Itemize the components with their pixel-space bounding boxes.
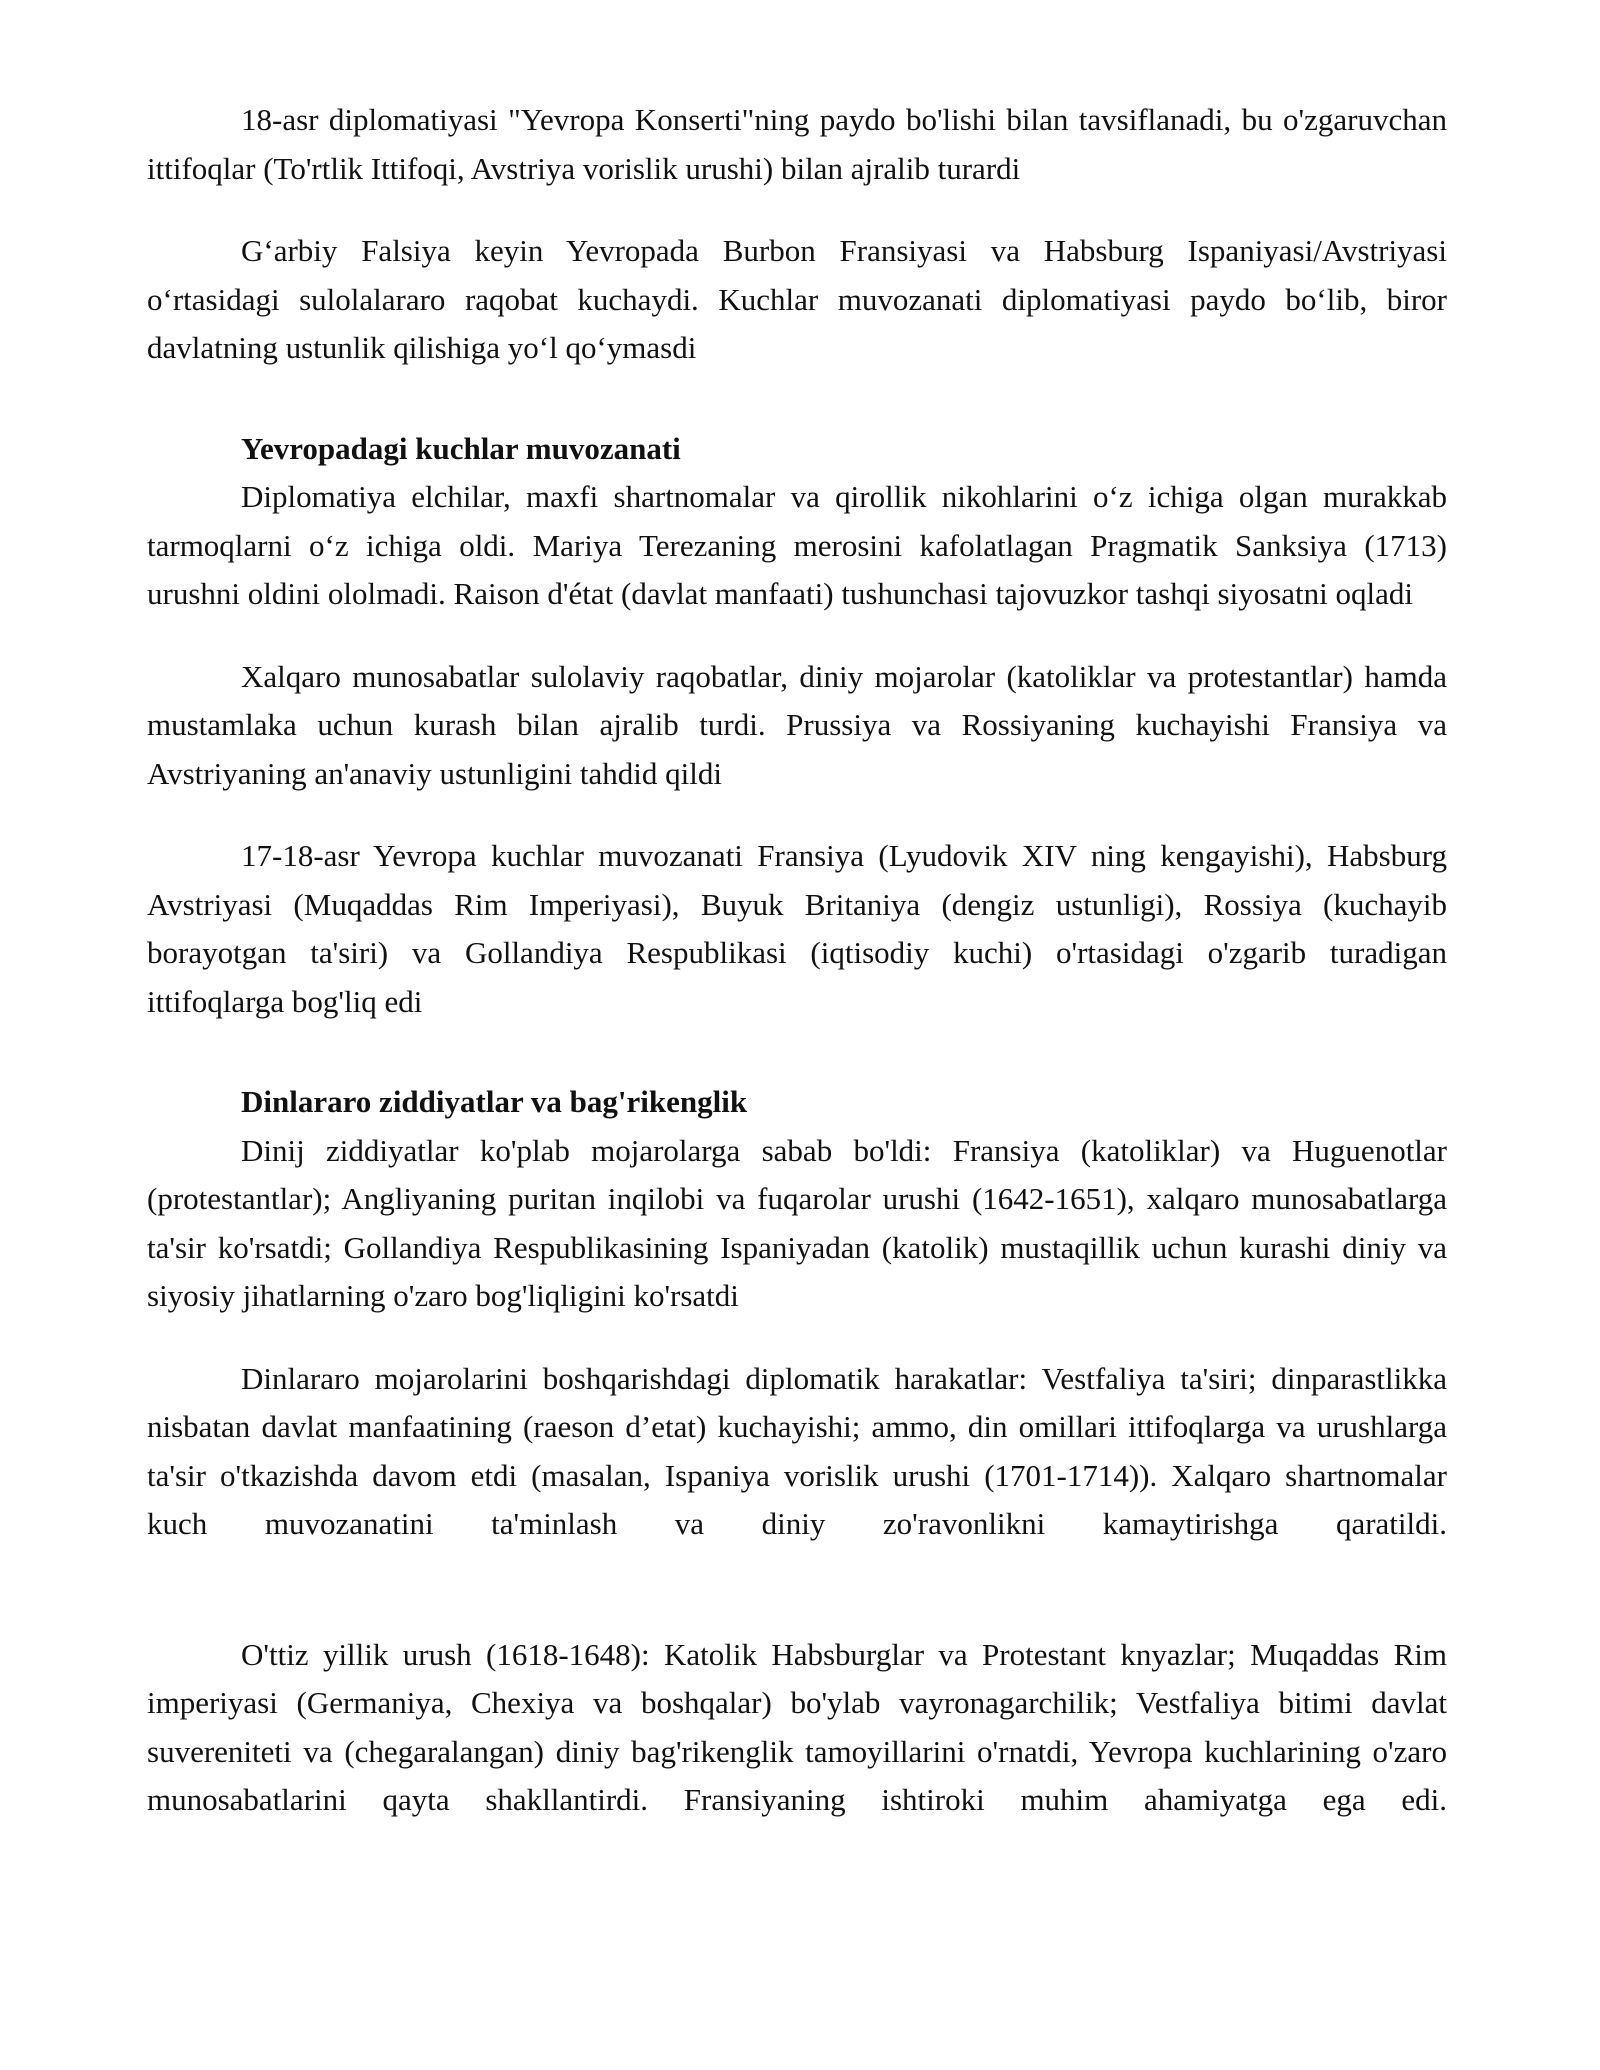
paragraph-european-concert: 18-asr diplomatiyasi "Yevropa Konserti"ning paydo bo'lishi bilan tavsiflanadi, bu o'zgaruvchan ittifoqlar (To'rtlik Ittifoqi, Avstriya vorislik urushi) bilan ajralib turardi — [147, 102, 1447, 186]
paragraph-religious-conflicts: Dinij ziddiyatlar ko'plab mojarolarga sabab bo'ldi: Fransiya (katoliklar) va Huguenotlar (protestantlar); Angliyaning puritan inqilobi va fuqarolar urushi (1642-1651), xalqaro munosabatlarga ta'sir ko'rsatdi; Gollandiya Respublikasining Ispaniyadan (katolik) mustaqillik uchun kurashi diniy va siyosiy jihatlarning o'zaro bog'liqligini ko'rsatdi — [147, 1132, 1447, 1313]
heading-balance-of-power: Yevropadagi kuchlar muvozanati — [241, 430, 681, 466]
document-page — [147, 96, 1447, 1825]
paragraph-diplomatic-efforts: Dinlararo mojarolarini boshqarishdagi diplomatik harakatlar: Vestfaliya ta'siri; dinparastlikka nisbatan davlat manfaatining (raeson d’etat) kuchayishi; ammo, din omillari ittifoqlarga va urushlarga ta'sir o'tkazishda davom etdi (masalan, Ispaniya vorislik urushi (1701-1714)). Xalqaro shartnomalar kuch muvozanatini ta'minlash va diniy zo'ravonlikni kamaytirishga qaratildi. — [147, 1360, 1447, 1541]
paragraph-international-relations: Xalqaro munosabatlar sulolaviy raqobatlar, diniy mojarolar (katoliklar va protestantlar) hamda mustamlaka uchun kurash bilan ajralib turdi. Prussiya va Rossiyaning kuchayishi Fransiya va Avstriyaning an'anaviy ustunligini tahdid qildi — [147, 658, 1447, 791]
heading-religious-conflicts: Dinlararo ziddiyatlar va bag'rikenglik — [241, 1084, 748, 1119]
paragraph-diplomacy-networks: Diplomatiya elchilar, maxfi shartnomalar va qirollik nikohlarini o‘z ichiga olgan murakkab tarmoqlarni o‘z ichiga oldi. Mariya Terezaning merosini kafolatlagan Pragmatik Sanksiya (1713) urushni oldini ololmadi. Raison d'état (davlat manfaati) tushunchasi tajovuzkor tashqi siyosatni oqladi — [147, 479, 1447, 611]
paragraph-power-balance-alliances: 17-18-asr Yevropa kuchlar muvozanati Fransiya (Lyudovik XIV ning kengayishi), Habsburg Avstriyasi (Muqaddas Rim Imperiyasi), Buyuk Britaniya (dengiz ustunligi), Rossiya (kuchayib borayotgan ta'siri) va Gollandiya Respublikasi (iqtisodiy kuchi) o'rtasidagi o'zgarib turadigan ittifoqlarga bog'liq edi — [147, 838, 1447, 1019]
paragraph-thirty-years-war: O'ttiz yillik urush (1618-1648): Katolik Habsburglar va Protestant knyazlar; Muqaddas Rim imperiyasi (Germaniya, Chexiya va boshqalar) bo'ylab vayronagarchilik; Vestfaliya bitimi davlat suvereniteti va (chegaralangan) diniy bag'rikenglik tamoyillarini o'rnatdi, Yevropa kuchlarining o'zaro munosabatlarini qayta shakllantirdi. Fransiyaning ishtiroki muhim ahamiyatga ega edi. — [147, 1636, 1447, 1817]
paragraph-dynastic-rivalry: G‘arbiy Falsiya keyin Yevropada Burbon Fransiyasi va Habsburg Ispaniyasi/Avstriyasi o‘rtasidagi sulolalararo raqobat kuchaydi. Kuchlar muvozanati diplomatiyasi paydo bo‘lib, biror davlatning ustunlik qilishiga yo‘l qo‘ymasdi — [147, 233, 1447, 365]
